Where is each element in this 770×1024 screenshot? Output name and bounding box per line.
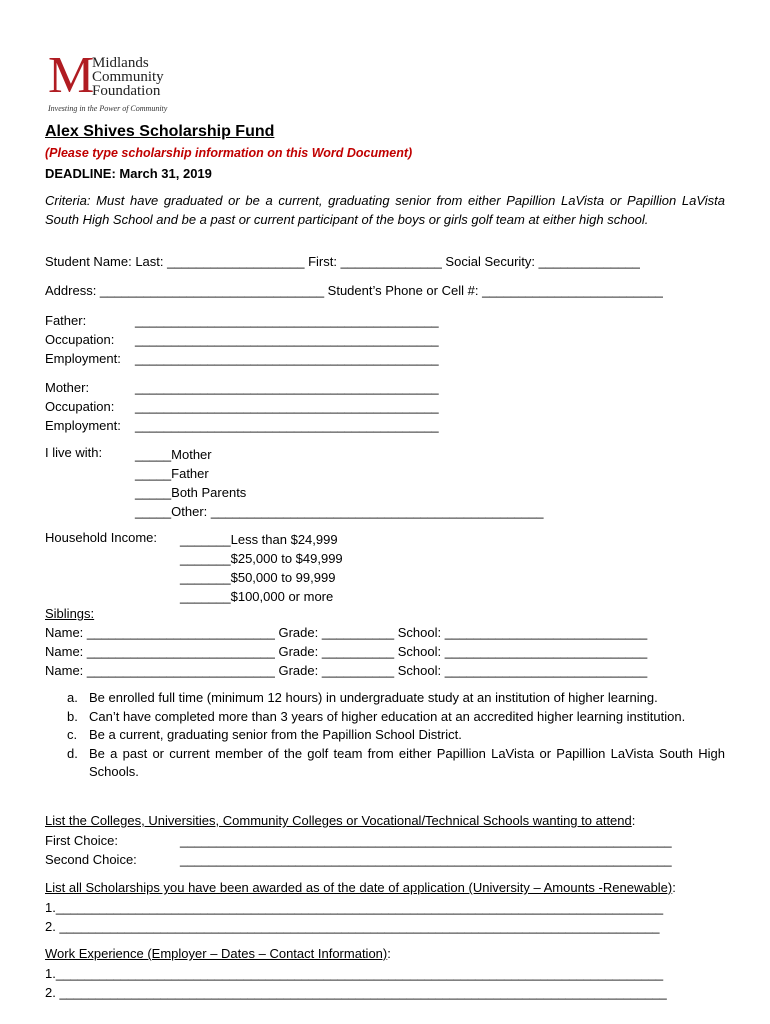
criteria-paragraph: Criteria: Must have graduated or be a current, graduating senior from either Papillion LaVista or Papillion LaVista South High School and be a past or current participant of the boys or girls golf team at either high school. xyxy=(45,193,725,227)
list-item: c. Be a current, graduating senior from the Papillion School District. xyxy=(67,727,462,742)
list-item: a. Be enrolled full time (minimum 12 hours) in undergraduate study at an institution of higher learning. xyxy=(67,690,658,705)
foundation-logo xyxy=(48,47,208,118)
sibling-row[interactable]: Name: __________________________ Grade: __________ School: ____________________________ xyxy=(45,625,648,640)
scholarships-heading: List all Scholarships you have been awarded as of the date of application (University – Amounts -Renewable): xyxy=(45,880,676,895)
first-choice-label: First Choice: xyxy=(45,833,118,848)
requirements-list xyxy=(67,689,725,782)
logo-letter: M xyxy=(48,47,95,104)
page-title: Alex Shives Scholarship Fund xyxy=(45,123,275,140)
sibling-row[interactable]: Name: __________________________ Grade: __________ School: ____________________________ xyxy=(45,644,648,659)
second-choice-label: Second Choice: xyxy=(45,852,137,867)
father-labels: Father: Occupation: Employment: xyxy=(45,313,121,366)
work-experience-heading: Work Experience (Employer – Dates – Contact Information): xyxy=(45,946,391,961)
list-item: d. Be a past or current member of the golf team from either Papillion LaVista or Papillion LaVista South High Schools. xyxy=(67,745,725,779)
schools-heading: List the Colleges, Universities, Community Colleges or Vocational/Technical Schools wanting to attend: xyxy=(45,813,636,828)
deadline: DEADLINE: March 31, 2019 xyxy=(45,166,212,181)
live-with-label: I live with: xyxy=(45,445,103,460)
schools-labels xyxy=(45,831,137,869)
instruction-note: (Please type scholarship information on this Word Document) xyxy=(45,146,413,160)
work-experience-lines[interactable]: 1.____________________________________________________________________________________ 2. ____________________________________________________________________________________ xyxy=(45,966,667,1000)
household-income-options[interactable]: _______Less than $24,999 _______$25,000 to $49,999 _______$50,000 to 99,999 _______$100,000 or more xyxy=(180,532,343,604)
list-item: b. Can’t have completed more than 3 years of higher education at an accredited higher learning institution. xyxy=(67,708,686,724)
household-income-label: Household Income: xyxy=(45,530,158,545)
mother-blanks[interactable]: __________________________________________ __________________________________________ __________________________________________ xyxy=(135,380,439,433)
father-blanks[interactable]: __________________________________________ __________________________________________ __________________________________________ xyxy=(135,313,439,366)
live-with-options[interactable]: _____Mother _____Father _____Both Parents _____Other: ______________________________________________ xyxy=(135,447,544,519)
siblings-section xyxy=(45,604,647,680)
schools-blanks[interactable] xyxy=(180,831,672,869)
logo-tagline: Investing in the Power of Community xyxy=(48,104,168,113)
siblings-heading: Siblings: xyxy=(45,606,95,621)
sibling-row[interactable]: Name: __________________________ Grade: __________ School: ____________________________ xyxy=(45,663,648,678)
second-choice-field[interactable]: ____________________________________________________________________ xyxy=(180,852,672,867)
address-line[interactable]: Address: _______________________________ Student’s Phone or Cell #: _________________________ xyxy=(45,283,663,298)
student-name-line[interactable]: Student Name: Last: ___________________ First: ______________ Social Security: ______________ xyxy=(45,254,640,269)
first-choice-field[interactable]: ____________________________________________________________________ xyxy=(180,833,672,848)
logo-wordmark: Midlands Community Foundation xyxy=(92,55,164,99)
scholarships-lines[interactable]: 1.____________________________________________________________________________________ 2. ___________________________________________________________________________________ xyxy=(45,900,664,934)
mother-labels: Mother: Occupation: Employment: xyxy=(45,380,121,433)
